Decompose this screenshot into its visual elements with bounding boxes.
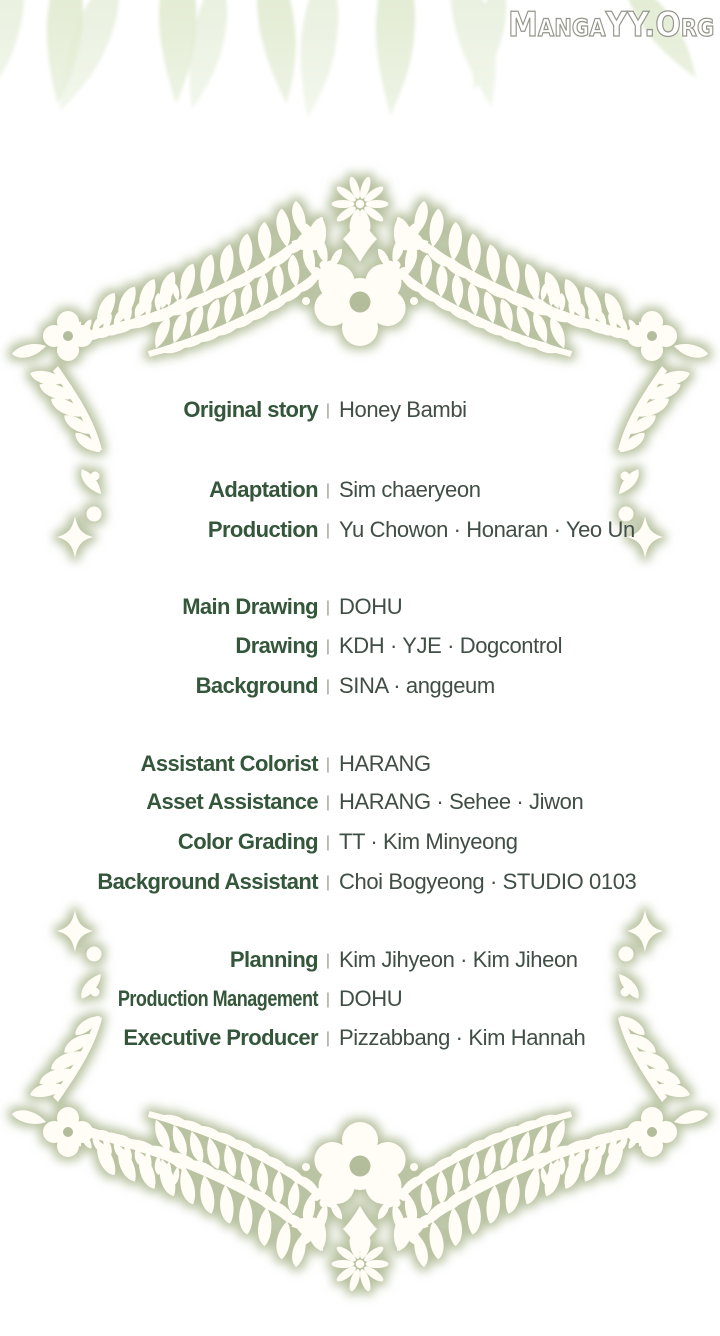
credit-names: DOHU (339, 986, 403, 1011)
credit-role: Asset Assistance (146, 789, 318, 814)
credit-row (0, 476, 720, 507)
credit-names: Kim Jihyeon · Kim Jiheon (339, 947, 578, 972)
credit-names: KDH · YJE · Dogcontrol (339, 633, 563, 658)
credit-row (0, 632, 720, 663)
credit-row (0, 593, 720, 624)
credit-row (0, 985, 720, 1016)
credit-role: Adaptation (209, 477, 318, 502)
credit-names: Honey Bambi (339, 397, 467, 422)
credit-names: HARANG (339, 751, 431, 776)
credit-role: Background (195, 673, 318, 698)
credit-divider: | (325, 402, 331, 419)
credit-divider: | (325, 599, 331, 616)
credit-names: Choi Bogyeong · STUDIO 0103 (339, 869, 637, 894)
credit-names: Sim chaeryeon (339, 477, 481, 502)
credit-row (0, 868, 720, 899)
credit-role: Executive Producer (123, 1025, 318, 1050)
credit-role: Main Drawing (182, 594, 318, 619)
credit-row (0, 946, 720, 977)
credit-role: Color Grading (177, 829, 318, 854)
credit-divider: | (325, 794, 331, 811)
credit-names: Yu Chowon · Honaran · Yeo Un (339, 517, 635, 542)
credit-names: TT · Kim Minyeong (339, 829, 518, 854)
credit-role: Background Assistant (97, 869, 318, 894)
credit-role: Production (207, 517, 318, 542)
credit-divider: | (325, 638, 331, 655)
credit-row (0, 1024, 720, 1055)
credit-row (0, 788, 720, 819)
credit-row (0, 396, 720, 427)
credit-divider: | (325, 522, 331, 539)
credit-role: Assistant Colorist (140, 751, 318, 776)
credit-divider: | (325, 834, 331, 851)
credit-divider: | (325, 1030, 331, 1047)
credit-divider: | (325, 678, 331, 695)
credit-role: Drawing (235, 633, 318, 658)
credit-role: Original story (183, 397, 318, 422)
credit-names: SINA · anggeum (339, 673, 495, 698)
credit-names: Pizzabbang · Kim Hannah (339, 1025, 586, 1050)
credit-row (0, 750, 720, 781)
credit-divider: | (325, 874, 331, 891)
credit-divider: | (325, 991, 331, 1008)
site-watermark: MangaYY.Org (507, 5, 714, 45)
credit-row (0, 516, 720, 547)
credit-divider: | (325, 952, 331, 969)
credit-names: HARANG · Sehee · Jiwon (339, 789, 584, 814)
credit-names: DOHU (339, 594, 403, 619)
credit-divider: | (325, 756, 331, 773)
credit-row (0, 828, 720, 859)
credit-divider: | (325, 482, 331, 499)
credit-role: Production Management (117, 986, 318, 1011)
credit-row (0, 672, 720, 703)
credit-role: Planning (229, 947, 318, 972)
